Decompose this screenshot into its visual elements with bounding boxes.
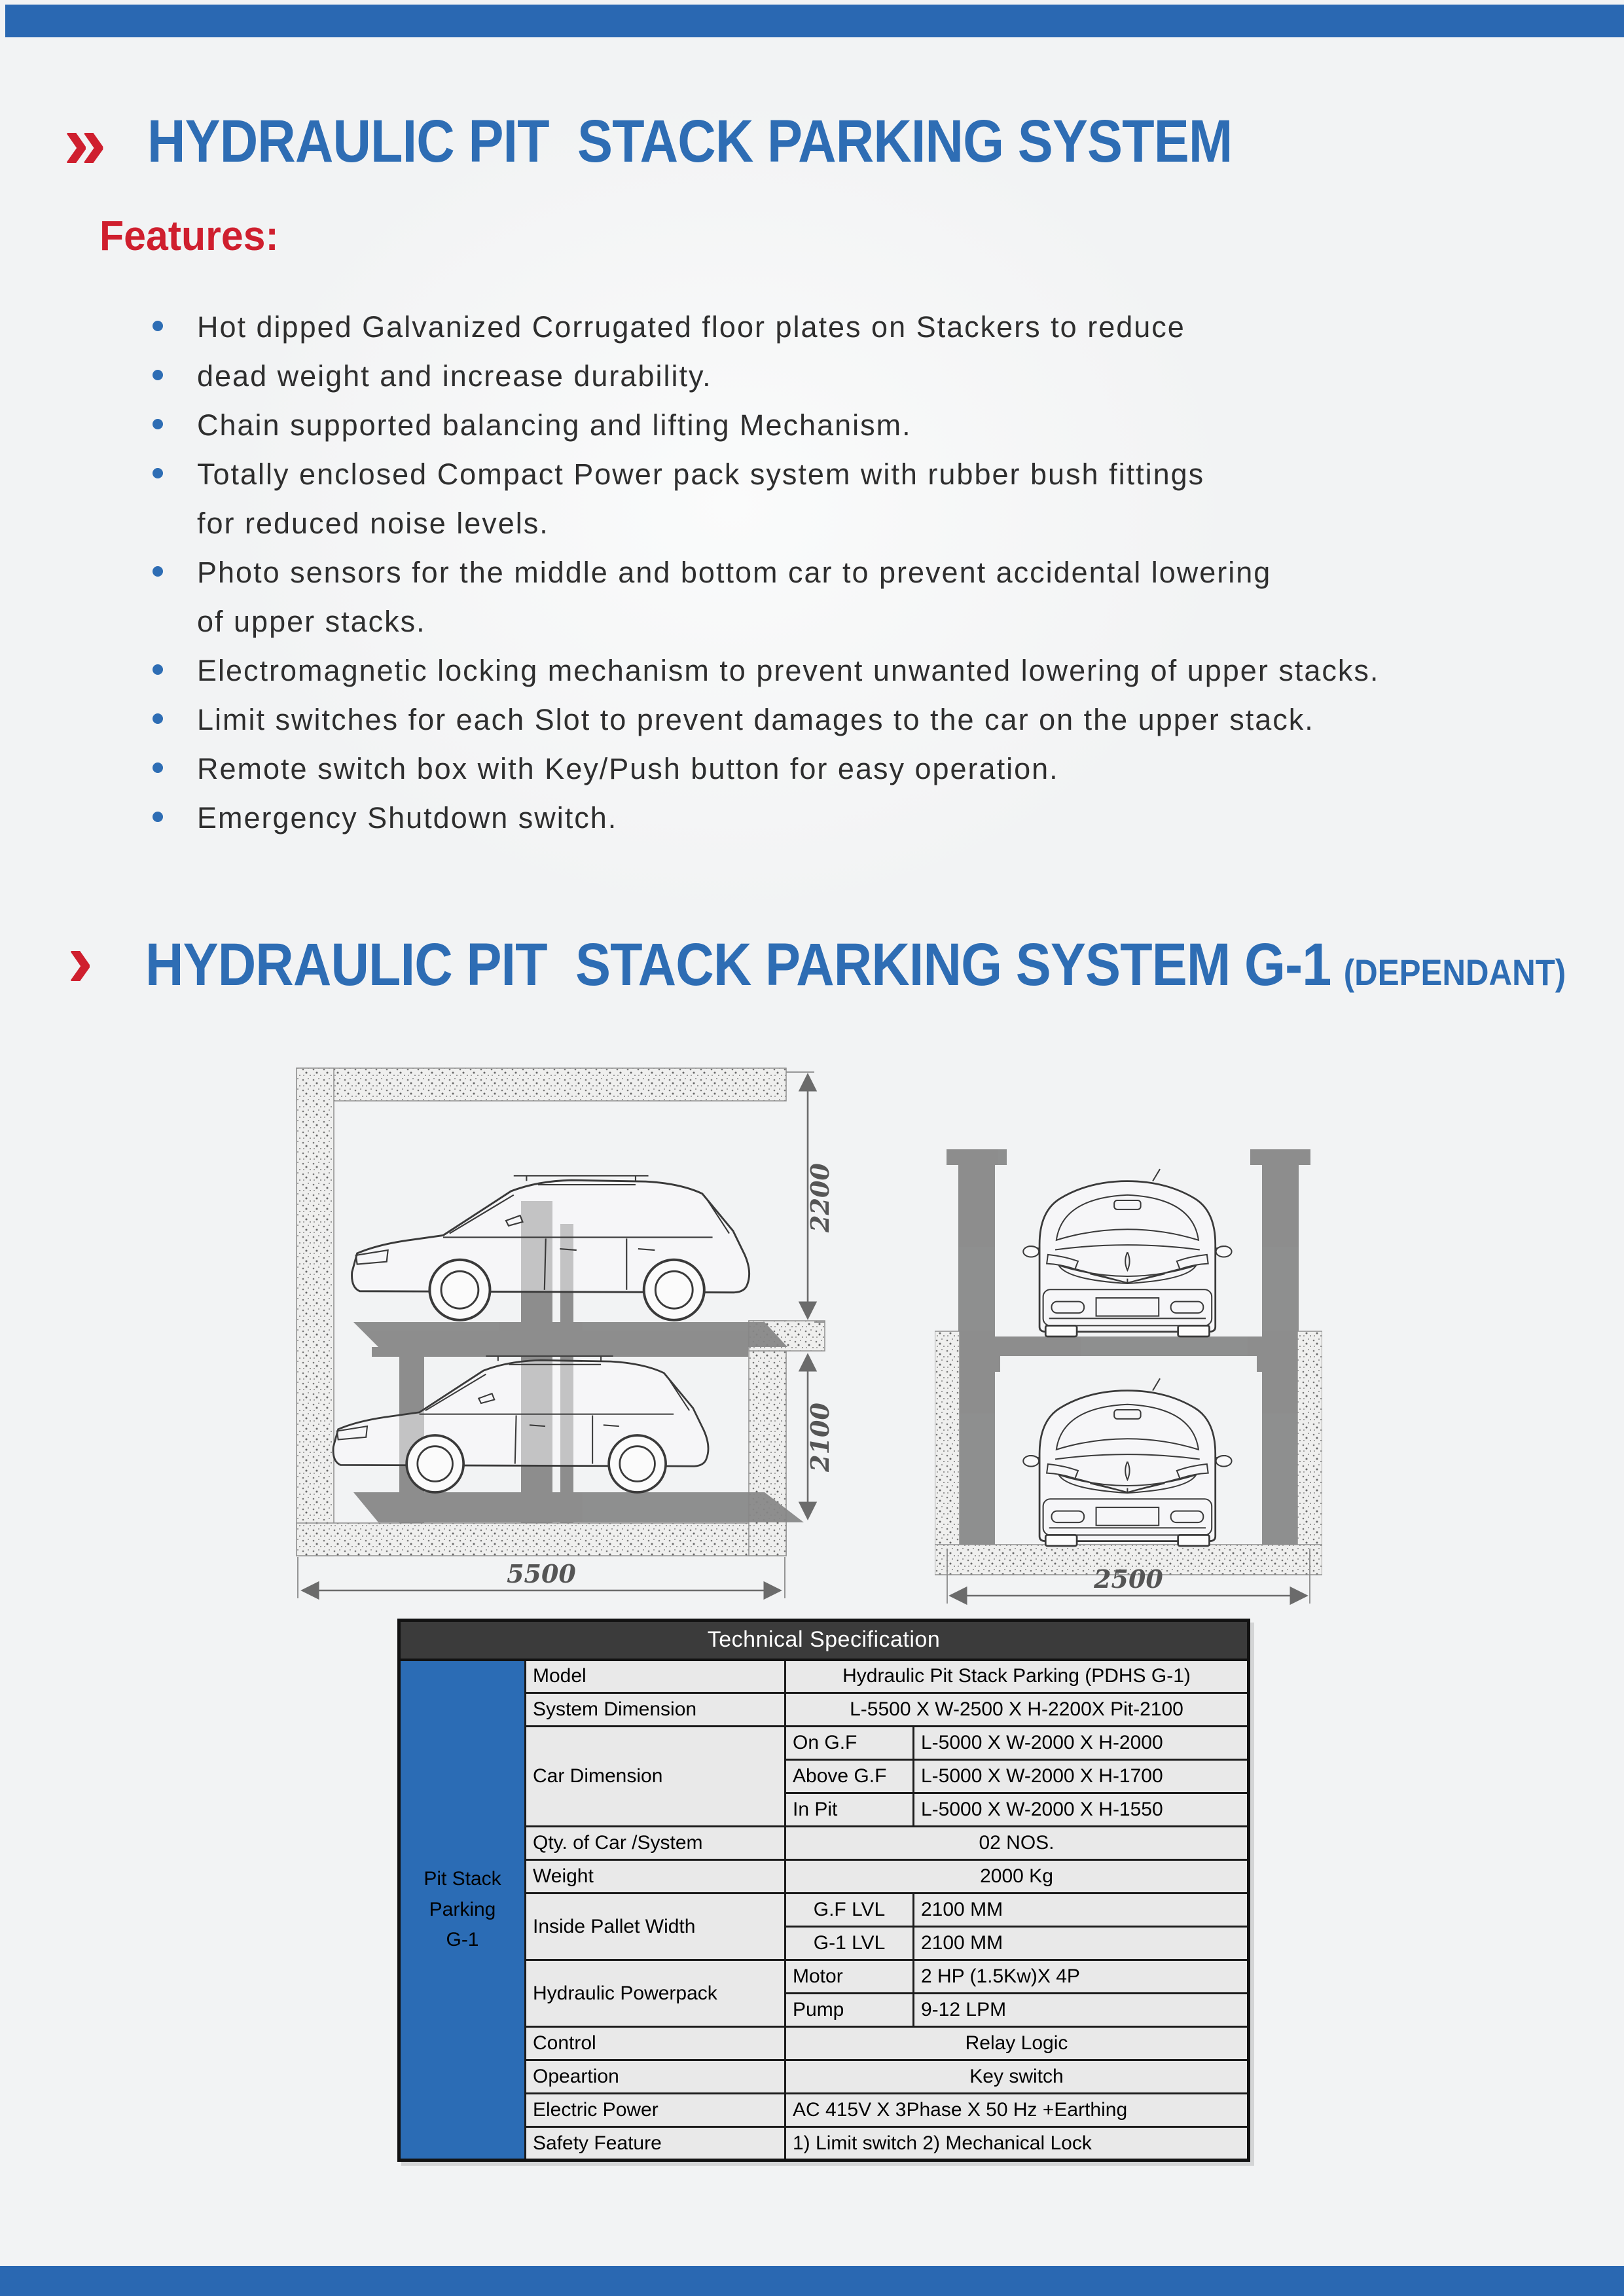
features-list <box>153 302 1560 842</box>
spec-value-weight: 2000 Kg <box>785 1860 1249 1893</box>
spec-label-car-dimension: Car Dimension <box>526 1727 785 1827</box>
spec-table-title: Technical Specification <box>399 1621 1249 1660</box>
section-title-text: HYDRAULIC PIT STACK PARKING SYSTEM G-1 <box>145 931 1331 998</box>
spec-value-operation: Key switch <box>785 2060 1249 2094</box>
spec-sublabel-in-pit: In Pit <box>785 1793 914 1827</box>
dimension-label-height-pit: 2100 <box>805 1403 835 1472</box>
list-item-continuation: for reduced noise levels. <box>197 507 549 540</box>
dimension-label-width: 2500 <box>1094 1564 1163 1594</box>
section-title-suffix: (DEPENDANT) <box>1343 952 1566 993</box>
bullet-icon <box>153 713 163 724</box>
spec-value-safety-feature: 1) Limit switch 2) Mechanical Lock <box>785 2127 1249 2161</box>
bullet-icon <box>153 566 163 577</box>
list-item: Totally enclosed Compact Power pack system with rubber bush fittings <box>153 450 1560 499</box>
spec-value-g1-lvl: 2100 MM <box>914 1927 1249 1960</box>
table-row <box>399 1693 1249 1727</box>
spec-label-electric-power: Electric Power <box>526 2094 785 2127</box>
list-item: Hot dipped Galvanized Corrugated floor plates on Stackers to reduce <box>153 302 1560 351</box>
bullet-icon <box>153 664 163 675</box>
list-item: Emergency Shutdown switch. <box>153 793 1560 842</box>
table-row <box>399 2027 1249 2060</box>
spec-label-system-dimension: System Dimension <box>526 1693 785 1727</box>
spec-side-label: Pit Stack Parking G-1 <box>399 1660 526 2161</box>
section-title <box>145 931 1566 998</box>
top-accent-bar <box>5 5 1624 37</box>
list-item: Remote switch box with Key/Push button for easy operation. <box>153 744 1560 793</box>
spec-label-model: Model <box>526 1660 785 1693</box>
double-chevron-icon: » <box>63 99 107 185</box>
side-view-diagram <box>280 1067 838 1610</box>
spec-label-powerpack: Hydraulic Powerpack <box>526 1960 785 2027</box>
front-view-diagram <box>935 1086 1322 1610</box>
features-heading: Features: <box>99 212 279 259</box>
spec-sublabel-pump: Pump <box>785 1994 914 2027</box>
bottom-accent-bar <box>0 2266 1624 2296</box>
dimension-label-length: 5500 <box>507 1559 576 1588</box>
list-item: dead weight and increase durability. <box>153 351 1560 401</box>
spec-sublabel-on-gf: On G.F <box>785 1727 914 1760</box>
spec-value-system-dimension: L-5500 X W-2500 X H-2200X Pit-2100 <box>785 1693 1249 1727</box>
spec-value-gf-lvl: 2100 MM <box>914 1893 1249 1927</box>
spec-value-model: Hydraulic Pit Stack Parking (PDHS G-1) <box>785 1660 1249 1693</box>
table-row <box>399 2060 1249 2094</box>
spec-value-motor: 2 HP (1.5Kw)X 4P <box>914 1960 1249 1994</box>
list-item: Limit switches for each Slot to prevent damages to the car on the upper stack. <box>153 695 1560 744</box>
spec-value-in-pit: L-5000 X W-2000 X H-1550 <box>914 1793 1249 1827</box>
spec-label-safety-feature: Safety Feature <box>526 2127 785 2161</box>
list-item-continuation: of upper stacks. <box>197 605 426 638</box>
spec-sublabel-gf-lvl: G.F LVL <box>785 1893 914 1927</box>
table-row <box>399 1893 1249 1927</box>
bullet-icon <box>153 370 163 380</box>
spec-value-above-gf: L-5000 X W-2000 X H-1700 <box>914 1760 1249 1793</box>
spec-value-electric-power: AC 415V X 3Phase X 50 Hz +Earthing <box>785 2094 1249 2127</box>
table-row <box>399 1860 1249 1893</box>
page-title: HYDRAULIC PIT STACK PARKING SYSTEM <box>147 108 1233 175</box>
spec-value-on-gf: L-5000 X W-2000 X H-2000 <box>914 1727 1249 1760</box>
spec-sublabel-g1-lvl: G-1 LVL <box>785 1927 914 1960</box>
spec-value-qty: 02 NOS. <box>785 1827 1249 1860</box>
dimension-label-height-top: 2200 <box>805 1163 835 1232</box>
bullet-icon <box>153 419 163 429</box>
spec-sublabel-motor: Motor <box>785 1960 914 1994</box>
bullet-icon <box>153 321 163 331</box>
bullet-icon <box>153 468 163 478</box>
list-item: Photo sensors for the middle and bottom car to prevent accidental lowering <box>153 548 1560 597</box>
spec-label-operation: Opeartion <box>526 2060 785 2094</box>
spec-value-pump: 9-12 LPM <box>914 1994 1249 2027</box>
spec-label-weight: Weight <box>526 1860 785 1893</box>
spec-label-pallet-width: Inside Pallet Width <box>526 1893 785 1960</box>
list-item: Electromagnetic locking mechanism to prevent unwanted lowering of upper stacks. <box>153 646 1560 695</box>
spec-label-control: Control <box>526 2027 785 2060</box>
spec-value-control: Relay Logic <box>785 2027 1249 2060</box>
table-row <box>399 1660 1249 1693</box>
spec-table <box>397 1619 1250 2162</box>
table-row <box>399 2094 1249 2127</box>
table-row <box>399 2127 1249 2161</box>
bullet-icon <box>153 762 163 773</box>
spec-sublabel-above-gf: Above G.F <box>785 1760 914 1793</box>
table-row <box>399 1727 1249 1760</box>
table-row <box>399 1827 1249 1860</box>
list-item: Chain supported balancing and lifting Mechanism. <box>153 401 1560 450</box>
spec-label-qty: Qty. of Car /System <box>526 1827 785 1860</box>
bullet-icon <box>153 812 163 822</box>
table-row <box>399 1960 1249 1994</box>
single-chevron-icon: › <box>67 917 94 1003</box>
